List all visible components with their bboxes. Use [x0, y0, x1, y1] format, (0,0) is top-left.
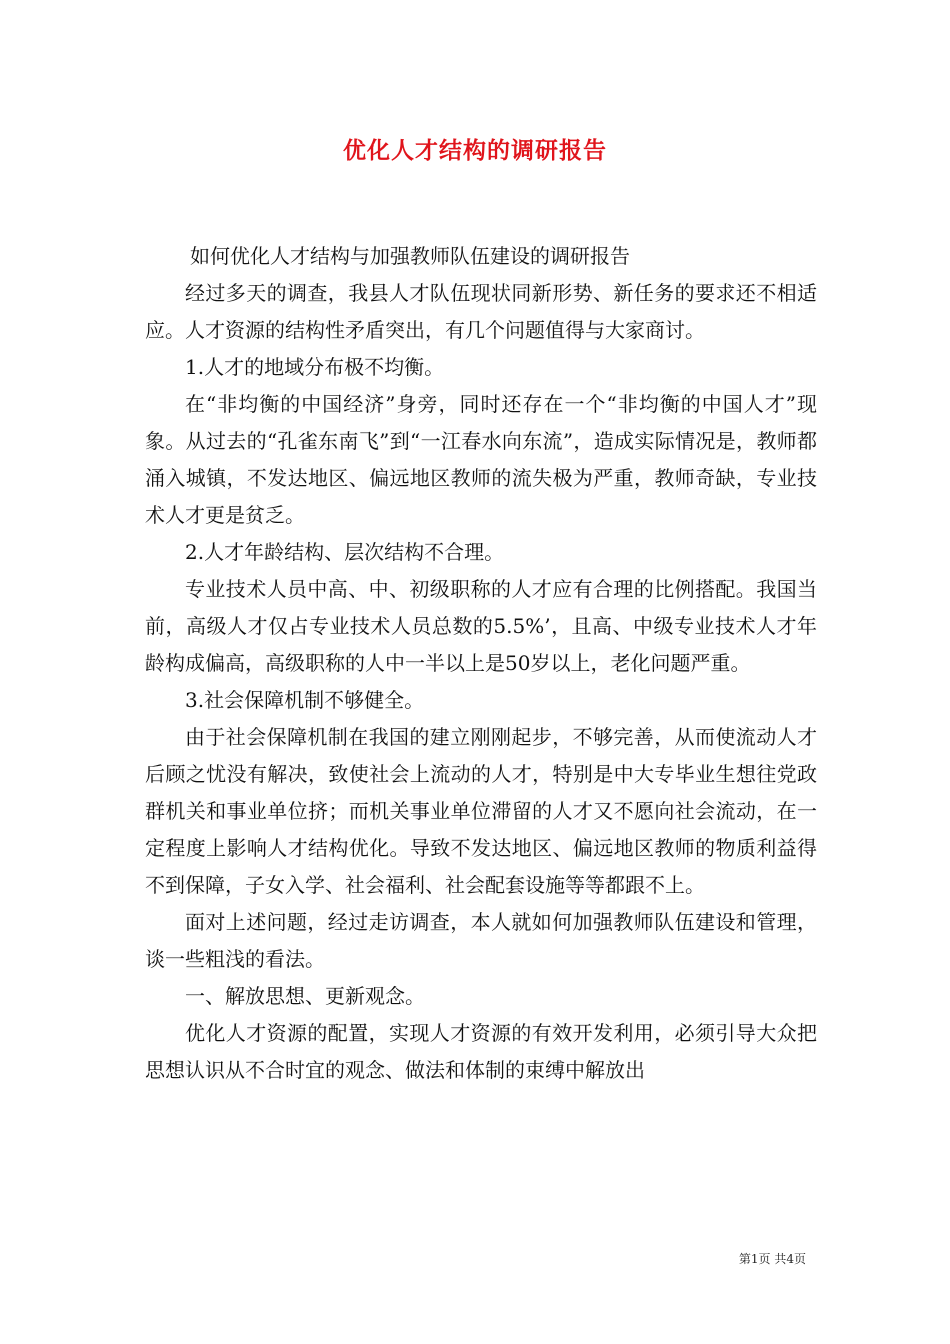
- document-body: [145, 238, 817, 1089]
- paragraph-heading-1: 1.人才的地域分布极不均衡。: [185, 355, 445, 379]
- page-number: 第1页 共4页: [738, 1252, 806, 1266]
- paragraph-body-1: 在“非均衡的中国经济”身旁，同时还存在一个“非均衡的中国人才”现象。从过去的“孔雀东南飞”到“一江春水向东流”，造成实际情况是，教师都涌入城镇，不发达地区、偏远地区教师的流失极为严重，教师奇缺，专业技术人才更是贫乏。: [145, 392, 817, 527]
- paragraph-body-2: 专业技术人员中高、中、初级职称的人才应有合理的比例搭配。我国当前，高级人才仅占专业技术人员总数的5.5%’，且高、中级专业技术人才年龄构成偏高，高级职称的人中一半以上是50岁以上，老化问题严重。: [145, 577, 817, 675]
- paragraph-heading-2: 2.人才年龄结构、层次结构不合理。: [185, 540, 505, 564]
- paragraph-intro: 经过多天的调查，我县人才队伍现状同新形势、新任务的要求还不相适应。人才资源的结构性矛盾突出，有几个问题值得与大家商讨。: [145, 281, 817, 342]
- paragraph-subtitle: 如何优化人才结构与加强教师队伍建设的调研报告: [190, 244, 630, 268]
- paragraph-section-1-body: 优化人才资源的配置，实现人才资源的有效开发利用，必须引导大众把思想认识从不合时宜的观念、做法和体制的束缚中解放出: [145, 1021, 817, 1082]
- paragraph-section-1: 一、解放思想、更新观念。: [185, 984, 425, 1008]
- paragraph-transition: 面对上述问题，经过走访调查，本人就如何加强教师队伍建设和管理，谈一些粗浅的看法。: [145, 910, 817, 971]
- document-title: 优化人才结构的调研报告: [343, 137, 607, 164]
- paragraph-heading-3: 3.社会保障机制不够健全。: [185, 688, 425, 712]
- paragraph-body-3: 由于社会保障机制在我国的建立刚刚起步，不够完善，从而使流动人才后顾之忧没有解决，致使社会上流动的人才，特别是中大专毕业生想往党政群机关和事业单位挤；而机关事业单位滞留的人才又不愿向社会流动，在一定程度上影响人才结构优化。导致不发达地区、偏远地区教师的物质利益得不到保障，子女入学、社会福利、社会配套设施等等都跟不上。: [145, 725, 817, 897]
